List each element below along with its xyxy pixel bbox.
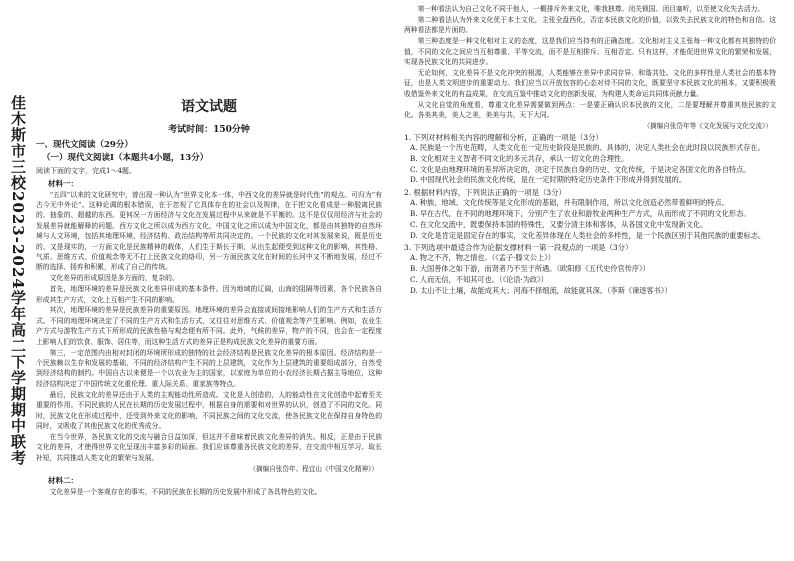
question-option: B. 大国善体之如下游，而贤者乃不至于所遇。（欧阳修《五代史伶官传序》）	[410, 264, 650, 274]
question-option: C. 人而无信，不知其可也。（《论语·为政》）	[410, 274, 548, 284]
question-1: 1. 下列对材料相关内容的理解和分析，正确的一项是（3分）	[404, 132, 603, 142]
paragraph: 文化差异的形成原因是多方面的，复杂的。	[49, 274, 179, 283]
vertical-exam-title: 佳木斯市三校2023-2024学年高二下学期期中联考	[9, 94, 27, 466]
question-option: A. 民族是一个历史范畴，人类文化在一定历史阶段是民族的、具体的，决定人类社会在此时段以民族形式存在。	[410, 142, 765, 152]
subject-title: 语文试题	[181, 99, 237, 115]
paragraph: 无论如何，文化差异不是文化冲突的根源，人类能够在差异中求同存异、和谐共处。文化的多样性是人类社会的基本特征，也是人类文明进步的重要动力。我们应当以开放包容的心态对待不同的文化，既要坚守本民族文化的根本，又要积极吸收借鉴外来文化的有益成果，在交流互鉴中推动文化的创新发展，为构建人类命运共同体贡献力量。	[404, 68, 776, 98]
paragraph: 文化差异是一个客观存在的事实，不同的民族在长期的历史发展中形成了各具特色的文化。	[49, 487, 322, 496]
exam-time-score: 考试时间：150分钟	[168, 125, 250, 135]
question-option: B. 文化相对主义智者不同文化的多元共存，承认一切文化的合理性。	[410, 153, 629, 163]
paragraph: 第一种看法认为自己文化不同于他人，一概排斥外来文化，唯我独尊。闭关锁国、闭目塞听，以至使文化失去活力。	[417, 5, 765, 13]
paragraph: 第二种看法认为外来文化优于本土文化，主张全盘西化，否定本民族文化的价值，以致失去民族文化的特色和自信。这两种看法都是片面的。	[404, 15, 776, 35]
question-option: C. 文化是由地理环境的差异所决定的，决定于民族自身的历史、文化传统，于是决定各国文化的各自特点。	[410, 164, 751, 174]
paragraph: “五四”以来的文化研究中，曾出现一种认为“世界文化本一体，中西文化的差异就是时代性”的观点。可归为“有古今无中外论”。这种论调的根本错误，在于忽视了它具体存在的社会以及规律，在于把文化看成是一种脱离民族的、抽象的、超越的东西。更何况一方面经济与文化在发展过程中从来就是不平衡的。这不是仅仅用经济与社会的发展差异就能解释的问题。西方文化之所以成为西方文化，中国文化之所以成为中国文化，都是由其独特的自然环境与人文环境，包括其地理环境、经济结构、政治结构等所共同决定的。一个民族的文化对其发展来说，既是历史的、又是现实的，一方面文化是民族精神的载体，人们生于斯长于斯，从出生起便受到这种文化的影响，其性格、气质、思维方式、价值观念等无不打上民族文化的烙印，另一方面民族文化在时间的长河中又不断地发展，经过不断的选择、扬弃和积累，形成了自己的传统。	[36, 190, 382, 272]
paragraph: 最后，民族文化的差异还由于人类的主观能动性所造成。文化是人创造的，人的能动性在文化创造中起着至关重要的作用。不同民族的人民在长期的历史发展过程中，根据自身的需要和对世界的认识，创造了不同的文化。同时，民族文化在形成过程中，还受到外来文化的影响，不同民族之间的文化交流，使各民族文化在保持自身特色的同时，又吸收了其他民族文化的优秀成分。	[36, 390, 382, 430]
material-one-label: 材料一：	[48, 178, 78, 188]
right-column	[404, 4, 776, 556]
question-3: 3. 下列选项中最适合作为论据支撑材料一第一段观点的一项是（3分）	[404, 243, 633, 253]
left-column	[36, 4, 382, 556]
paragraph: 其次，地理环境的差异是民族差异的重要原因。地理环境的差异会直接或间接地影响人们的生产方式和生活方式。不同的地理环境决定了不同的生产方式和生活方式，又往往对思维方式、价值观念等产生影响。例如，农业生产方式与游牧生产方式下所形成的民族性格与观念便有所不同。此外，气候的差异，物产的不同，也会在一定程度上影响人们的饮食、服饰、居住等，而这种生活方式的差异正是构成民族文化差异的重要方面。	[36, 306, 382, 346]
paragraph: 首先，地理环境的差异是民族文化差异形成的基本条件。因为地域的辽阔，山海的阻隔等因素，各个民族各自形成其生产方式，文化上互相产生不同的影响。	[36, 285, 382, 304]
paragraph: 从文化自觉的角度看，尊重文化差异需要做到两点：一是要正确认识本民族的文化，二是要理解并尊重其他民族的文化。各美其美，美人之美，美美与共，天下大同。	[404, 100, 776, 120]
section-heading: 一、现代文阅读（29分）	[36, 140, 133, 150]
paragraph: 在当今世界，各民族文化的交流与融合日益加深，但这并不意味着民族文化差异的消失。相反，正是由于民族文化的差异，才使得世界文化呈现出丰富多彩的局面。我们应该尊重各民族文化的差异，在交流中相互学习、取长补短，共同推动人类文化的繁荣与发展。	[36, 432, 382, 462]
question-option: A. 种族、地域、文化传统等是文化形成的基础，并有限制作用，所以文化创造必然带着鲜明的特点。	[410, 198, 729, 208]
question-option: C. 在文化交流中，既要保持本国的特殊性，又要分清主体和客体，从各国文化中发现新文化。	[410, 219, 708, 229]
question-option: D. 中国现代社会的民族文化传统，是在一定时期的特定历史条件下形成并得到发展的。	[410, 175, 687, 185]
subsection-heading: （一）现代文阅读Ⅰ（本题共4小题，13分）	[42, 153, 209, 163]
paragraph: 第三，一定范围内由相对封闭的环境所形成的独特的社会经济结构是民族文化差异的根本原因。经济结构是一个民族赖以生存和发展的基础，不同的经济结构产生不同的上层建筑，文化作为上层建筑的重要组成部分，自然受到经济结构的制约。中国自古以来便是一个以农业为主的国家，以家庭为单位的小农经济长期占据主导地位，这种经济结构决定了中国传统文化重伦理、重人际关系、重家族等特点。	[36, 348, 382, 388]
question-option: D. 太山不让土壤，故能成其大；河海不择细流，故能就其深。（李斯《谏逐客书》）	[410, 285, 672, 295]
question-2: 2. 根据材料内容，下列说法正确的一项是（3分）	[404, 188, 566, 198]
question-option: A. 物之不齐，物之情也。（《孟子·滕文公上》）	[410, 253, 555, 263]
source-citation: （摘编自张岱年、程宜山《中国文化精神》）	[249, 464, 378, 473]
question-option: B. 早在古代，在不同的地理环境下，分别产生了农业和游牧业两种生产方式，从而形成了不同的文化形态。	[410, 208, 751, 218]
source-citation: （摘编自张岱年等《文化发展与文化交流》）	[643, 121, 772, 130]
material-two-label: 材料二：	[48, 475, 78, 485]
question-option: D. 文化是肯定是固定存在的事实，文化差异体现在人类社会的多样性，是一个民族区别于其他民族的重要标志。	[410, 230, 766, 240]
paragraph: 第三种态度是一种文化相对主义的态度，这是我们应当持有的正确态度。文化相对主义主张每一种文化都有其独特的价值，不同的文化之间应当互相尊重、平等交流，而不是互相排斥、互相否定。只有这样，才能促进世界文化的繁荣和发展，实现各民族文化的共同进步。	[404, 37, 776, 67]
reading-instruction: 阅读下面的文字，完成1～4题。	[36, 167, 136, 175]
